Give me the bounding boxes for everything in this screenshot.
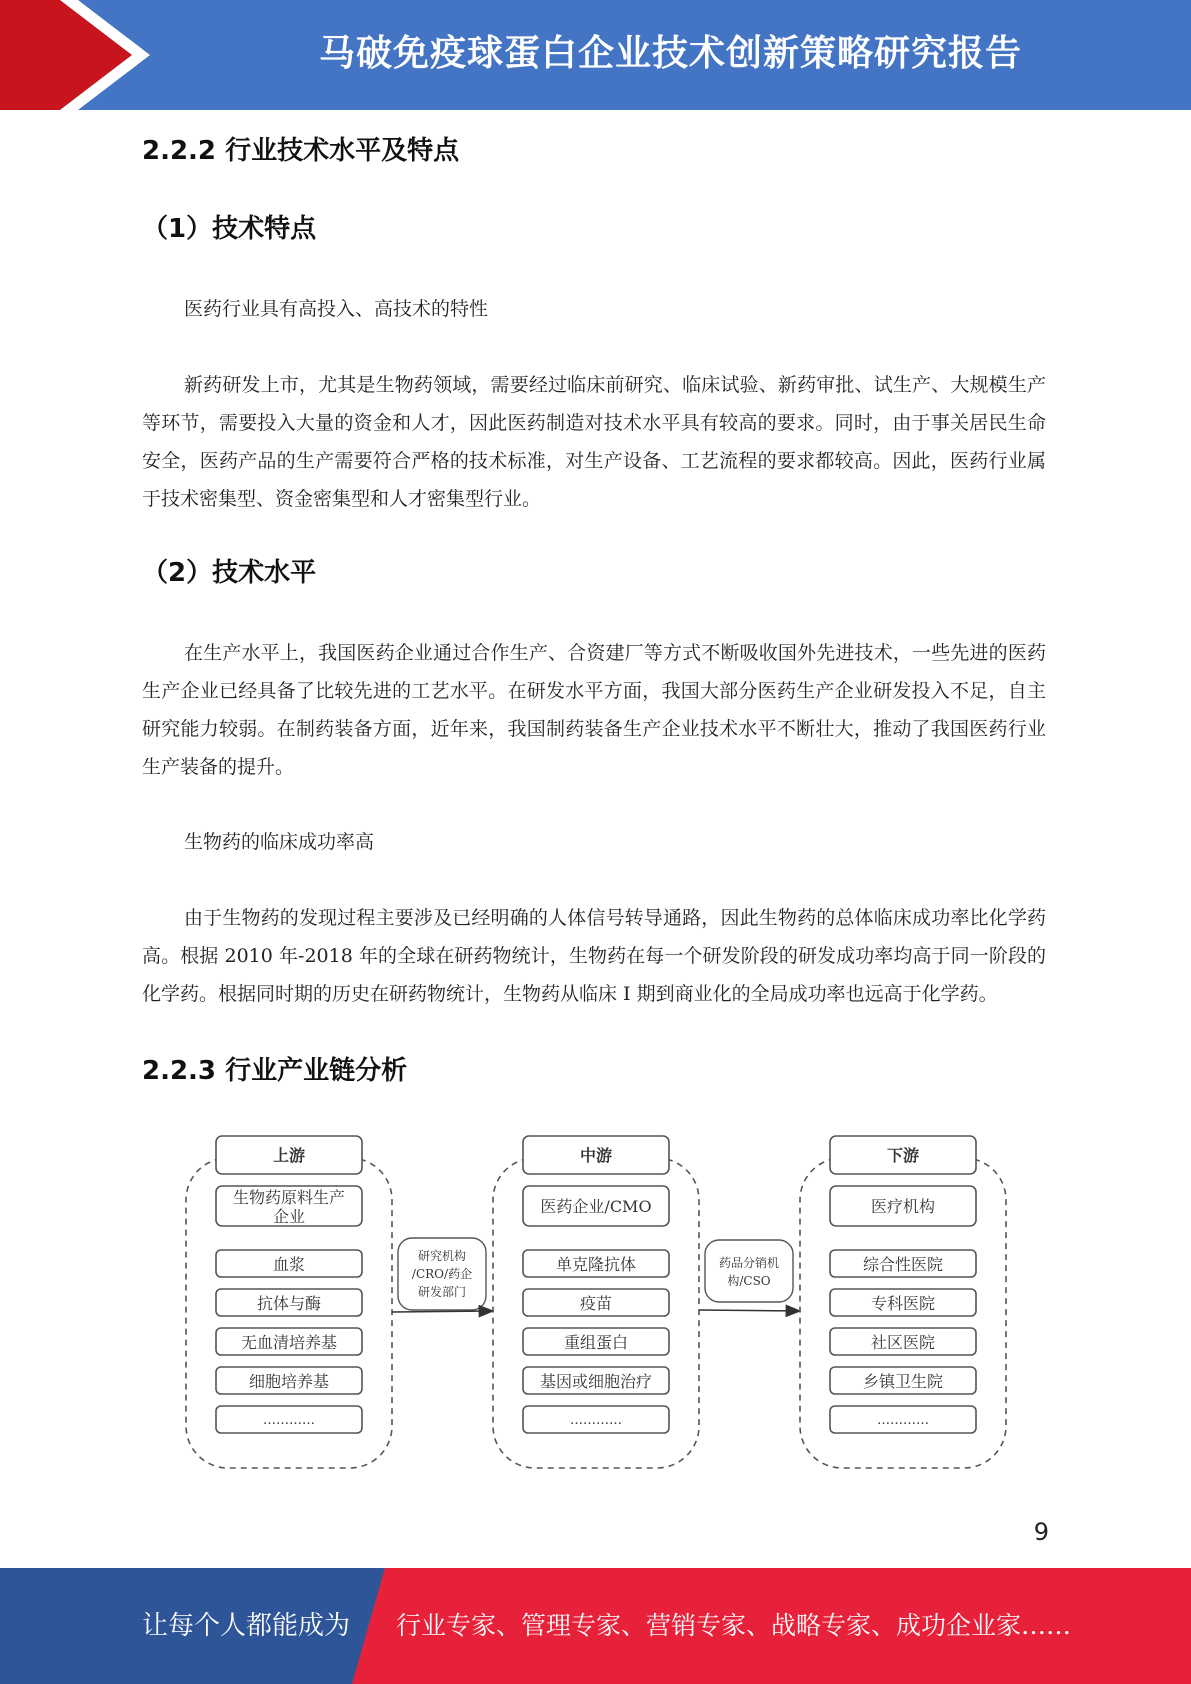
lead-clinical-success: 生物药的临床成功率高 [184, 831, 375, 853]
downstream-top-item: 医疗机构 [870, 1197, 936, 1216]
paragraph-tech-level: 在生产水平上，我国医药企业通过合作生产、合资建厂等方式不断吸收国外先进技术，一些先进的医药生产企业已经具备了比较先进的工艺水平。在研发水平方面，我国大部分医药生产企业研发投入不足，自主研究能力较弱。在制药装备方面，近年来，我国制药装备生产企业技术水平不断壮大，推动了我国医药行业生产装备的提升。 [142, 642, 1046, 778]
connector-upstream-midstream [392, 1238, 493, 1312]
downstream-item: 社区医院 [870, 1333, 936, 1352]
page-number: 9 [1033, 1518, 1049, 1546]
upstream-item: 细胞培养基 [248, 1372, 330, 1391]
subheading-tech-features: （1）技术特点 [142, 214, 317, 244]
section-heading-2-2-2: 2.2.2 行业技术水平及特点 [142, 136, 460, 166]
connector-label-line: /CRO/药企 [411, 1267, 473, 1281]
upstream-item-ellipsis: ………… [263, 1413, 315, 1428]
upstream-top-item-line1: 生物药原料生产 [232, 1188, 346, 1207]
midstream-item: 疫苗 [579, 1294, 613, 1313]
upstream-column [186, 1136, 392, 1468]
midstream-column [493, 1136, 699, 1468]
page-header [0, 0, 1191, 110]
arrow-right-icon [392, 1311, 493, 1312]
footer-slogan-left: 让每个人都能成为 [142, 1611, 351, 1641]
downstream-title: 下游 [886, 1146, 920, 1165]
footer-slogan-right: 行业专家、管理专家、营销专家、战略专家、成功企业家…… [396, 1611, 1072, 1640]
page-footer [0, 1568, 1191, 1684]
downstream-item-ellipsis: ………… [877, 1413, 929, 1428]
midstream-item: 基因或细胞治疗 [539, 1372, 653, 1391]
header-arrow-decoration [0, 0, 160, 110]
connector-label-line: 研发部门 [417, 1285, 467, 1299]
midstream-item-ellipsis: ………… [570, 1413, 622, 1428]
section-heading-2-2-3: 2.2.3 行业产业链分析 [142, 1056, 408, 1086]
downstream-item: 乡镇卫生院 [862, 1372, 944, 1391]
downstream-item: 专科医院 [870, 1294, 936, 1313]
industry-chain-diagram [0, 1120, 1191, 1480]
connector-midstream-downstream [699, 1240, 800, 1311]
midstream-item: 重组蛋白 [563, 1333, 629, 1352]
downstream-column [800, 1136, 1006, 1468]
lead-high-investment: 医药行业具有高投入、高技术的特性 [184, 298, 489, 320]
arrow-right-icon [699, 1310, 800, 1311]
connector-label-line: 研究机构 [417, 1249, 467, 1263]
report-title: 马破免疫球蛋白企业技术创新策略研究报告 [318, 33, 1022, 74]
paragraph-clinical-success: 由于生物药的发现过程主要涉及已经明确的人体信号转导通路，因此生物药的总体临床成功率比化学药高。根据 2010 年-2018 年的全球在研药物统计，生物药在每一个研发阶段的研发成功率均高于同一阶段的化学药。根据同时期的历史在研药物统计，生物药从临床 I 期到商业化的全局成功率也远高于化学药。 [142, 907, 1046, 1005]
upstream-top-item-line2: 企业 [272, 1207, 306, 1226]
upstream-item: 抗体与酶 [256, 1294, 322, 1313]
upstream-item: 无血清培养基 [240, 1333, 338, 1352]
connector-label-line: 构/CSO [727, 1274, 771, 1288]
industry-chain-svg [0, 1120, 1191, 1480]
subheading-tech-level: （2）技术水平 [142, 558, 317, 588]
upstream-title: 上游 [272, 1146, 306, 1165]
midstream-item: 单克隆抗体 [555, 1255, 637, 1274]
midstream-top-item: 医药企业/CMO [540, 1197, 652, 1216]
connector-label-line: 药品分销机 [718, 1256, 780, 1270]
downstream-item: 综合性医院 [862, 1255, 944, 1274]
upstream-item: 血浆 [272, 1255, 306, 1274]
midstream-title: 中游 [579, 1146, 613, 1165]
paragraph-tech-features: 新药研发上市，尤其是生物药领域，需要经过临床前研究、临床试验、新药审批、试生产、大规模生产等环节，需要投入大量的资金和人才，因此医药制造对技术水平具有较高的要求。同时，由于事关居民生命安全，医药产品的生产需要符合严格的技术标准，对生产设备、工艺流程的要求都较高。因此，医药行业属于技术密集型、资金密集型和人才密集型行业。 [142, 374, 1046, 510]
